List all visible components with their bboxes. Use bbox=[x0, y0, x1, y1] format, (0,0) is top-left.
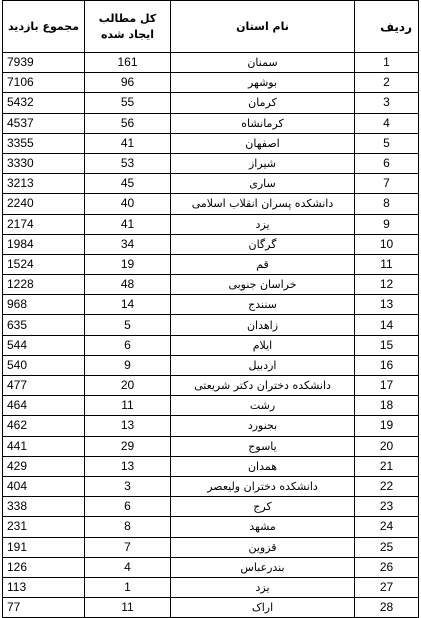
table-row bbox=[3, 376, 419, 396]
table-row bbox=[3, 456, 419, 476]
province-stats-table bbox=[2, 0, 419, 618]
table-row bbox=[3, 436, 419, 456]
row-number-cell: 14 bbox=[355, 315, 419, 335]
province-name-cell: سمنان bbox=[171, 53, 355, 73]
total-content-cell: 9 bbox=[85, 355, 171, 375]
total-content-cell: 56 bbox=[85, 113, 171, 133]
header-row-number: ردیف bbox=[355, 1, 419, 53]
total-visits-cell: 7106 bbox=[3, 73, 85, 93]
total-visits-cell: 113 bbox=[3, 577, 85, 597]
province-name-cell: ایلام bbox=[171, 335, 355, 355]
province-name-cell: شیراز bbox=[171, 153, 355, 173]
total-content-cell: 6 bbox=[85, 497, 171, 517]
row-number-cell: 16 bbox=[355, 355, 419, 375]
province-name-cell: بندرعباس bbox=[171, 557, 355, 577]
province-name-cell: مشهد bbox=[171, 517, 355, 537]
total-content-cell: 7 bbox=[85, 537, 171, 557]
total-visits-cell: 2240 bbox=[3, 194, 85, 214]
province-name-cell: اراک bbox=[171, 598, 355, 618]
total-content-cell: 13 bbox=[85, 456, 171, 476]
table-row bbox=[3, 93, 419, 113]
total-visits-cell: 635 bbox=[3, 315, 85, 335]
province-name-cell: ساری bbox=[171, 174, 355, 194]
total-visits-cell: 464 bbox=[3, 396, 85, 416]
table-row bbox=[3, 598, 419, 618]
row-number-cell: 3 bbox=[355, 93, 419, 113]
total-visits-cell: 462 bbox=[3, 416, 85, 436]
total-content-cell: 48 bbox=[85, 275, 171, 295]
total-visits-cell: 2174 bbox=[3, 214, 85, 234]
province-name-cell: کرمان bbox=[171, 93, 355, 113]
row-number-cell: 22 bbox=[355, 476, 419, 496]
row-number-cell: 13 bbox=[355, 295, 419, 315]
province-name-cell: سنندج bbox=[171, 295, 355, 315]
total-visits-cell: 477 bbox=[3, 376, 85, 396]
row-number-cell: 5 bbox=[355, 133, 419, 153]
table-row bbox=[3, 396, 419, 416]
table-row bbox=[3, 234, 419, 254]
row-number-cell: 19 bbox=[355, 416, 419, 436]
province-name-cell: دانشکده دختران ولیعصر bbox=[171, 476, 355, 496]
province-name-cell: زاهدان bbox=[171, 315, 355, 335]
header-total-visits: مجموع بازدید bbox=[3, 1, 85, 53]
row-number-cell: 4 bbox=[355, 113, 419, 133]
row-number-cell: 20 bbox=[355, 436, 419, 456]
total-visits-cell: 5432 bbox=[3, 93, 85, 113]
total-visits-cell: 231 bbox=[3, 517, 85, 537]
total-visits-cell: 4537 bbox=[3, 113, 85, 133]
total-visits-cell: 338 bbox=[3, 497, 85, 517]
province-name-cell: کرج bbox=[171, 497, 355, 517]
total-content-cell: 41 bbox=[85, 133, 171, 153]
table-row bbox=[3, 335, 419, 355]
table-row bbox=[3, 214, 419, 234]
province-name-cell: گرگان bbox=[171, 234, 355, 254]
total-visits-cell: 441 bbox=[3, 436, 85, 456]
total-content-cell: 45 bbox=[85, 174, 171, 194]
table-row bbox=[3, 194, 419, 214]
total-content-cell: 96 bbox=[85, 73, 171, 93]
province-name-cell: یزد bbox=[171, 214, 355, 234]
total-content-cell: 4 bbox=[85, 557, 171, 577]
header-row bbox=[3, 1, 419, 53]
total-visits-cell: 77 bbox=[3, 598, 85, 618]
total-visits-cell: 544 bbox=[3, 335, 85, 355]
table-row bbox=[3, 476, 419, 496]
table-row bbox=[3, 315, 419, 335]
total-visits-cell: 3213 bbox=[3, 174, 85, 194]
total-visits-cell: 126 bbox=[3, 557, 85, 577]
total-content-cell: 6 bbox=[85, 335, 171, 355]
total-content-cell: 40 bbox=[85, 194, 171, 214]
table-row bbox=[3, 275, 419, 295]
total-visits-cell: 404 bbox=[3, 476, 85, 496]
row-number-cell: 27 bbox=[355, 577, 419, 597]
table-header bbox=[3, 1, 419, 53]
table-row bbox=[3, 497, 419, 517]
total-visits-cell: 3330 bbox=[3, 153, 85, 173]
province-name-cell: اصفهان bbox=[171, 133, 355, 153]
total-content-cell: 5 bbox=[85, 315, 171, 335]
row-number-cell: 26 bbox=[355, 557, 419, 577]
header-province-name: نام استان bbox=[171, 1, 355, 53]
total-content-cell: 34 bbox=[85, 234, 171, 254]
table-row bbox=[3, 295, 419, 315]
row-number-cell: 8 bbox=[355, 194, 419, 214]
table-row bbox=[3, 557, 419, 577]
total-content-cell: 11 bbox=[85, 598, 171, 618]
total-content-cell: 53 bbox=[85, 153, 171, 173]
total-content-cell: 8 bbox=[85, 517, 171, 537]
total-visits-cell: 1524 bbox=[3, 254, 85, 274]
total-content-cell: 11 bbox=[85, 396, 171, 416]
total-visits-cell: 429 bbox=[3, 456, 85, 476]
province-name-cell: یزد bbox=[171, 577, 355, 597]
row-number-cell: 11 bbox=[355, 254, 419, 274]
row-number-cell: 2 bbox=[355, 73, 419, 93]
total-content-cell: 13 bbox=[85, 416, 171, 436]
row-number-cell: 23 bbox=[355, 497, 419, 517]
table-row bbox=[3, 517, 419, 537]
province-name-cell: خراسان جنوبی bbox=[171, 275, 355, 295]
table-row bbox=[3, 355, 419, 375]
header-total-content: کل مطالب ایجاد شده bbox=[85, 1, 171, 53]
total-content-cell: 14 bbox=[85, 295, 171, 315]
row-number-cell: 15 bbox=[355, 335, 419, 355]
total-visits-cell: 968 bbox=[3, 295, 85, 315]
province-name-cell: بوشهر bbox=[171, 73, 355, 93]
total-content-cell: 19 bbox=[85, 254, 171, 274]
table-row bbox=[3, 153, 419, 173]
row-number-cell: 12 bbox=[355, 275, 419, 295]
row-number-cell: 24 bbox=[355, 517, 419, 537]
table-row bbox=[3, 53, 419, 73]
table-row bbox=[3, 416, 419, 436]
table-row bbox=[3, 174, 419, 194]
province-name-cell: قم bbox=[171, 254, 355, 274]
province-name-cell: بجنورد bbox=[171, 416, 355, 436]
total-visits-cell: 1984 bbox=[3, 234, 85, 254]
table-row bbox=[3, 133, 419, 153]
province-name-cell: قزوین bbox=[171, 537, 355, 557]
row-number-cell: 18 bbox=[355, 396, 419, 416]
total-content-cell: 3 bbox=[85, 476, 171, 496]
total-visits-cell: 191 bbox=[3, 537, 85, 557]
province-name-cell: اردبیل bbox=[171, 355, 355, 375]
row-number-cell: 6 bbox=[355, 153, 419, 173]
table-row bbox=[3, 113, 419, 133]
row-number-cell: 28 bbox=[355, 598, 419, 618]
table-row bbox=[3, 537, 419, 557]
total-visits-cell: 540 bbox=[3, 355, 85, 375]
total-visits-cell: 7939 bbox=[3, 53, 85, 73]
row-number-cell: 10 bbox=[355, 234, 419, 254]
province-name-cell: رشت bbox=[171, 396, 355, 416]
row-number-cell: 17 bbox=[355, 376, 419, 396]
total-visits-cell: 1228 bbox=[3, 275, 85, 295]
row-number-cell: 1 bbox=[355, 53, 419, 73]
province-name-cell: دانشکده دختران دکتر شریعتی bbox=[171, 376, 355, 396]
province-name-cell: یاسوج bbox=[171, 436, 355, 456]
row-number-cell: 7 bbox=[355, 174, 419, 194]
total-content-cell: 55 bbox=[85, 93, 171, 113]
total-content-cell: 29 bbox=[85, 436, 171, 456]
total-content-cell: 161 bbox=[85, 53, 171, 73]
row-number-cell: 9 bbox=[355, 214, 419, 234]
table-row bbox=[3, 577, 419, 597]
total-content-cell: 1 bbox=[85, 577, 171, 597]
province-name-cell: کرمانشاه bbox=[171, 113, 355, 133]
total-visits-cell: 3355 bbox=[3, 133, 85, 153]
total-content-cell: 41 bbox=[85, 214, 171, 234]
total-content-cell: 20 bbox=[85, 376, 171, 396]
row-number-cell: 21 bbox=[355, 456, 419, 476]
province-name-cell: دانشکده پسران انقلاب اسلامی bbox=[171, 194, 355, 214]
table-row bbox=[3, 254, 419, 274]
row-number-cell: 25 bbox=[355, 537, 419, 557]
table-row bbox=[3, 73, 419, 93]
province-name-cell: همدان bbox=[171, 456, 355, 476]
table-body bbox=[3, 53, 419, 618]
